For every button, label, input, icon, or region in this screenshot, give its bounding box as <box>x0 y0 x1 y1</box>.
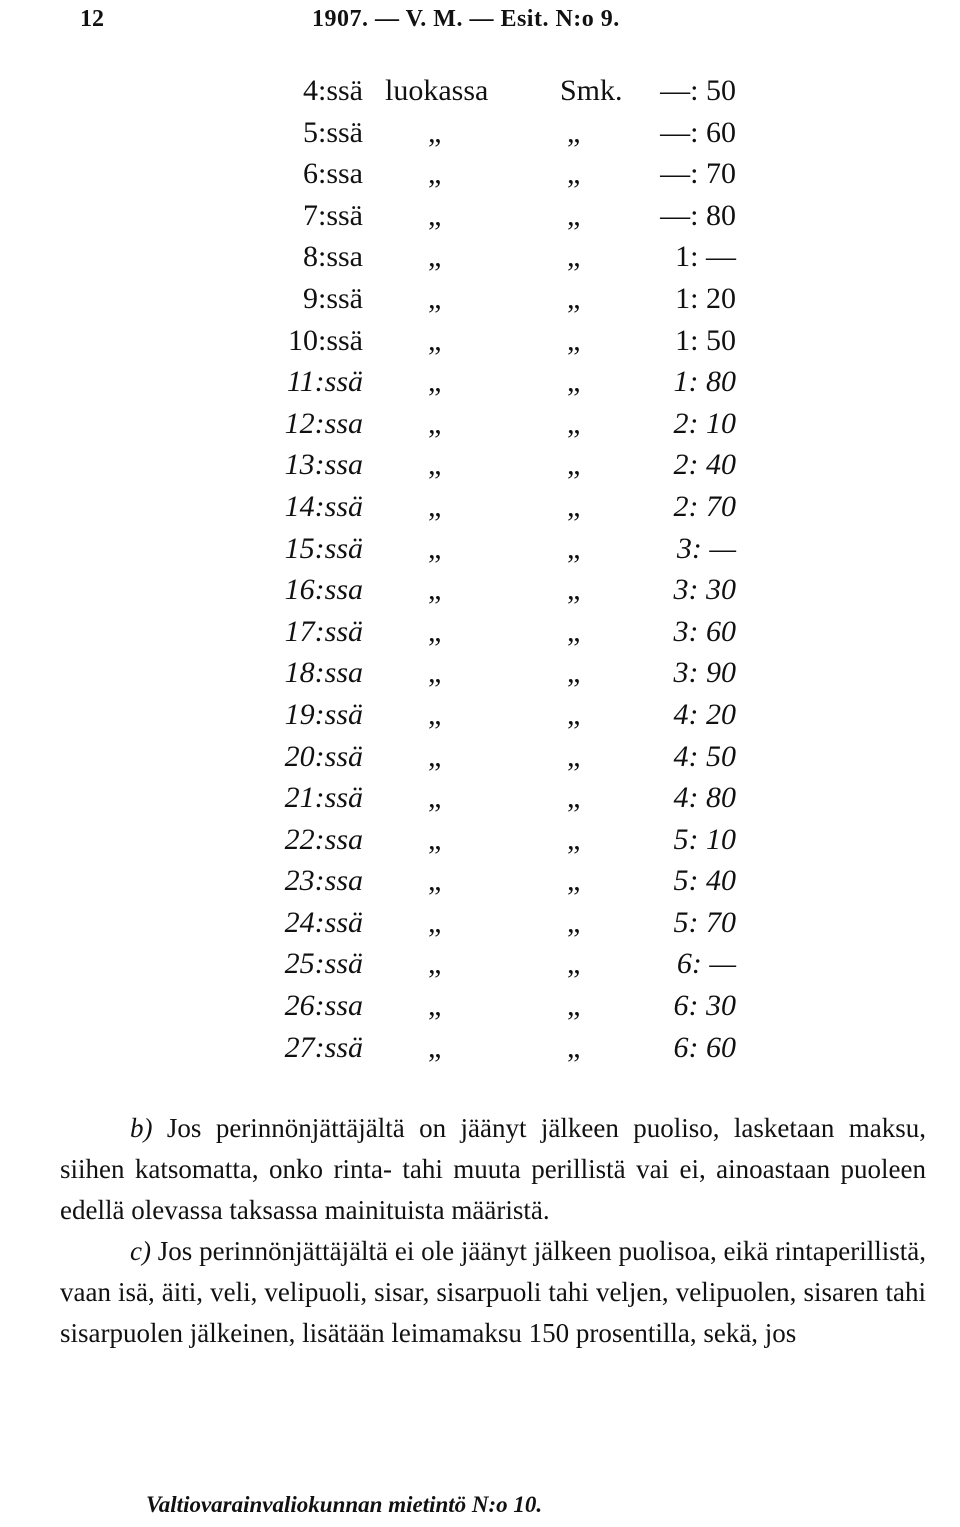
amount-cell: 6: — <box>676 947 736 981</box>
amount-cell: 5: 10 <box>673 822 736 856</box>
class-cell: 15:ssä <box>284 531 363 565</box>
ditto-mark: „ <box>567 697 581 731</box>
ditto-mark: „ <box>567 531 581 565</box>
amount-cell: 3: 90 <box>673 656 736 690</box>
class-cell: 8:ssa <box>303 240 363 274</box>
class-cell: 20:ssä <box>284 739 363 773</box>
rate-row <box>0 153 960 195</box>
class-cell: 5:ssä <box>303 115 363 149</box>
ditto-mark: „ <box>428 531 442 565</box>
class-cell: 18:ssa <box>284 656 363 690</box>
class-cell: 23:ssa <box>284 864 363 898</box>
amount-cell: 4: 50 <box>673 739 736 773</box>
rate-row <box>0 860 960 902</box>
ditto-mark: „ <box>567 822 581 856</box>
class-cell: 6:ssa <box>303 157 363 191</box>
rate-row <box>0 528 960 570</box>
ditto-mark: „ <box>428 573 442 607</box>
amount-cell: 2: 70 <box>673 489 736 523</box>
class-cell: 27:ssä <box>284 1030 363 1064</box>
ditto-mark: „ <box>428 739 442 773</box>
class-cell: 10:ssä <box>288 323 363 357</box>
ditto-mark: „ <box>567 947 581 981</box>
paragraph-b <box>60 1108 926 1231</box>
rate-row <box>0 278 960 320</box>
class-cell: 14:ssä <box>284 489 363 523</box>
class-cell: 22:ssa <box>284 822 363 856</box>
ditto-mark: „ <box>428 614 442 648</box>
rate-row <box>0 819 960 861</box>
ditto-mark: „ <box>428 489 442 523</box>
ditto-mark: „ <box>567 573 581 607</box>
ditto-mark: „ <box>428 323 442 357</box>
amount-cell: 2: 10 <box>673 406 736 440</box>
class-cell: 11:ssä <box>286 365 363 399</box>
ditto-mark: „ <box>567 739 581 773</box>
rate-row <box>0 236 960 278</box>
page-number: 12 <box>80 6 104 32</box>
rate-row <box>0 320 960 362</box>
rate-row <box>0 736 960 778</box>
running-title: 1907. — V. M. — Esit. N:o 9. <box>312 6 620 32</box>
ditto-mark: „ <box>567 240 581 274</box>
ditto-mark: „ <box>567 157 581 191</box>
class-cell: 12:ssa <box>284 406 363 440</box>
rate-row <box>0 985 960 1027</box>
ditto-mark: „ <box>428 781 442 815</box>
ditto-mark: „ <box>428 281 442 315</box>
amount-cell: 4: 80 <box>673 781 736 815</box>
footer-reference: Valtiovarainvaliokunnan mietintö N:o 10. <box>146 1492 543 1517</box>
amount-cell: 5: 70 <box>673 905 736 939</box>
ditto-mark: „ <box>428 697 442 731</box>
body-text <box>60 1108 926 1354</box>
ditto-mark: „ <box>567 905 581 939</box>
amount-cell: 3: 60 <box>673 614 736 648</box>
amount-cell: 1: 20 <box>675 281 736 315</box>
rate-row <box>0 486 960 528</box>
ditto-mark: „ <box>428 157 442 191</box>
class-cell: 17:ssä <box>284 614 363 648</box>
amount-cell: —: 60 <box>660 115 736 149</box>
ditto-mark: „ <box>567 406 581 440</box>
rate-row <box>0 777 960 819</box>
class-cell: 19:ssä <box>284 697 363 731</box>
ditto-mark: „ <box>567 989 581 1023</box>
class-cell: 7:ssä <box>303 198 363 232</box>
rate-row <box>0 403 960 445</box>
ditto-mark: „ <box>428 198 442 232</box>
amount-cell: 3: 30 <box>673 573 736 607</box>
paragraph-c-text: Jos perinnönjättäjältä ei ole jäänyt jälkeen puolisoa, eikä rintaperillistä, vaan isä, äiti, veli, velipuoli, sisar, sisarpuoli tahi veljen, velipuolen, sisaren tahi sisarpuolen jälkeinen, lisätään leimamaksu 150 prosentilla, sekä, jos <box>60 1236 927 1348</box>
class-cell: 26:ssa <box>284 989 363 1023</box>
rate-table <box>0 70 960 1068</box>
amount-cell: 6: 60 <box>673 1030 736 1064</box>
ditto-mark: „ <box>567 281 581 315</box>
ditto-mark: „ <box>428 947 442 981</box>
class-cell: 13:ssa <box>284 448 363 482</box>
ditto-mark: „ <box>428 656 442 690</box>
paragraph-b-text: Jos perinnönjättäjältä on jäänyt jälkeen puoliso, lasketaan maksu, siihen katsomatta, onko rinta- tahi muuta perillistä vai ei, ainoastaan puoleen edellä olevassa taksassa mainituista määristä. <box>60 1113 927 1225</box>
rate-row <box>0 902 960 944</box>
amount-cell: 3: — <box>676 531 736 565</box>
ditto-mark: „ <box>428 406 442 440</box>
ditto-mark: „ <box>567 198 581 232</box>
paragraph-c <box>60 1231 926 1354</box>
class-cell: 25:ssä <box>284 947 363 981</box>
ditto-mark: „ <box>428 240 442 274</box>
rate-row <box>0 361 960 403</box>
ditto-mark: „ <box>567 614 581 648</box>
class-cell: 16:ssa <box>284 573 363 607</box>
amount-cell: 1: 50 <box>675 323 736 357</box>
ditto-mark: „ <box>567 323 581 357</box>
ditto-mark: „ <box>428 989 442 1023</box>
rate-row <box>0 611 960 653</box>
class-cell: 9:ssä <box>303 281 363 315</box>
amount-cell: 6: 30 <box>673 989 736 1023</box>
amount-cell: 1: — <box>675 240 736 274</box>
rate-row <box>0 70 960 112</box>
ditto-mark: „ <box>567 1030 581 1064</box>
amount-cell: 1: 80 <box>673 365 736 399</box>
rate-row <box>0 195 960 237</box>
ditto-mark: „ <box>428 1030 442 1064</box>
ditto-mark: „ <box>567 489 581 523</box>
rate-row <box>0 943 960 985</box>
class-cell: 21:ssä <box>284 781 363 815</box>
amount-cell: 5: 40 <box>673 864 736 898</box>
rate-row <box>0 112 960 154</box>
ditto-mark: „ <box>428 822 442 856</box>
ditto-mark: „ <box>567 115 581 149</box>
ditto-mark: „ <box>428 448 442 482</box>
page-header <box>0 6 960 36</box>
ditto-mark: „ <box>428 905 442 939</box>
amount-cell: —: 50 <box>660 74 736 107</box>
amount-cell: —: 70 <box>660 157 736 191</box>
paragraph-b-label: b) <box>130 1113 153 1143</box>
class-word-cell: luokassa <box>385 74 489 107</box>
ditto-mark: „ <box>428 365 442 399</box>
ditto-mark: „ <box>428 864 442 898</box>
class-cell: 4:ssä <box>303 74 363 107</box>
amount-cell: 2: 40 <box>673 448 736 482</box>
paragraph-c-label: c) <box>130 1236 151 1266</box>
ditto-mark: „ <box>567 864 581 898</box>
rate-row <box>0 652 960 694</box>
class-cell: 24:ssä <box>284 905 363 939</box>
ditto-mark: „ <box>567 656 581 690</box>
amount-cell: —: 80 <box>660 198 736 232</box>
currency-cell: Smk. <box>560 74 623 107</box>
rate-row <box>0 694 960 736</box>
ditto-mark: „ <box>567 365 581 399</box>
ditto-mark: „ <box>567 781 581 815</box>
amount-cell: 4: 20 <box>673 697 736 731</box>
rate-row <box>0 1027 960 1069</box>
ditto-mark: „ <box>567 448 581 482</box>
ditto-mark: „ <box>428 115 442 149</box>
rate-row <box>0 444 960 486</box>
rate-row <box>0 569 960 611</box>
